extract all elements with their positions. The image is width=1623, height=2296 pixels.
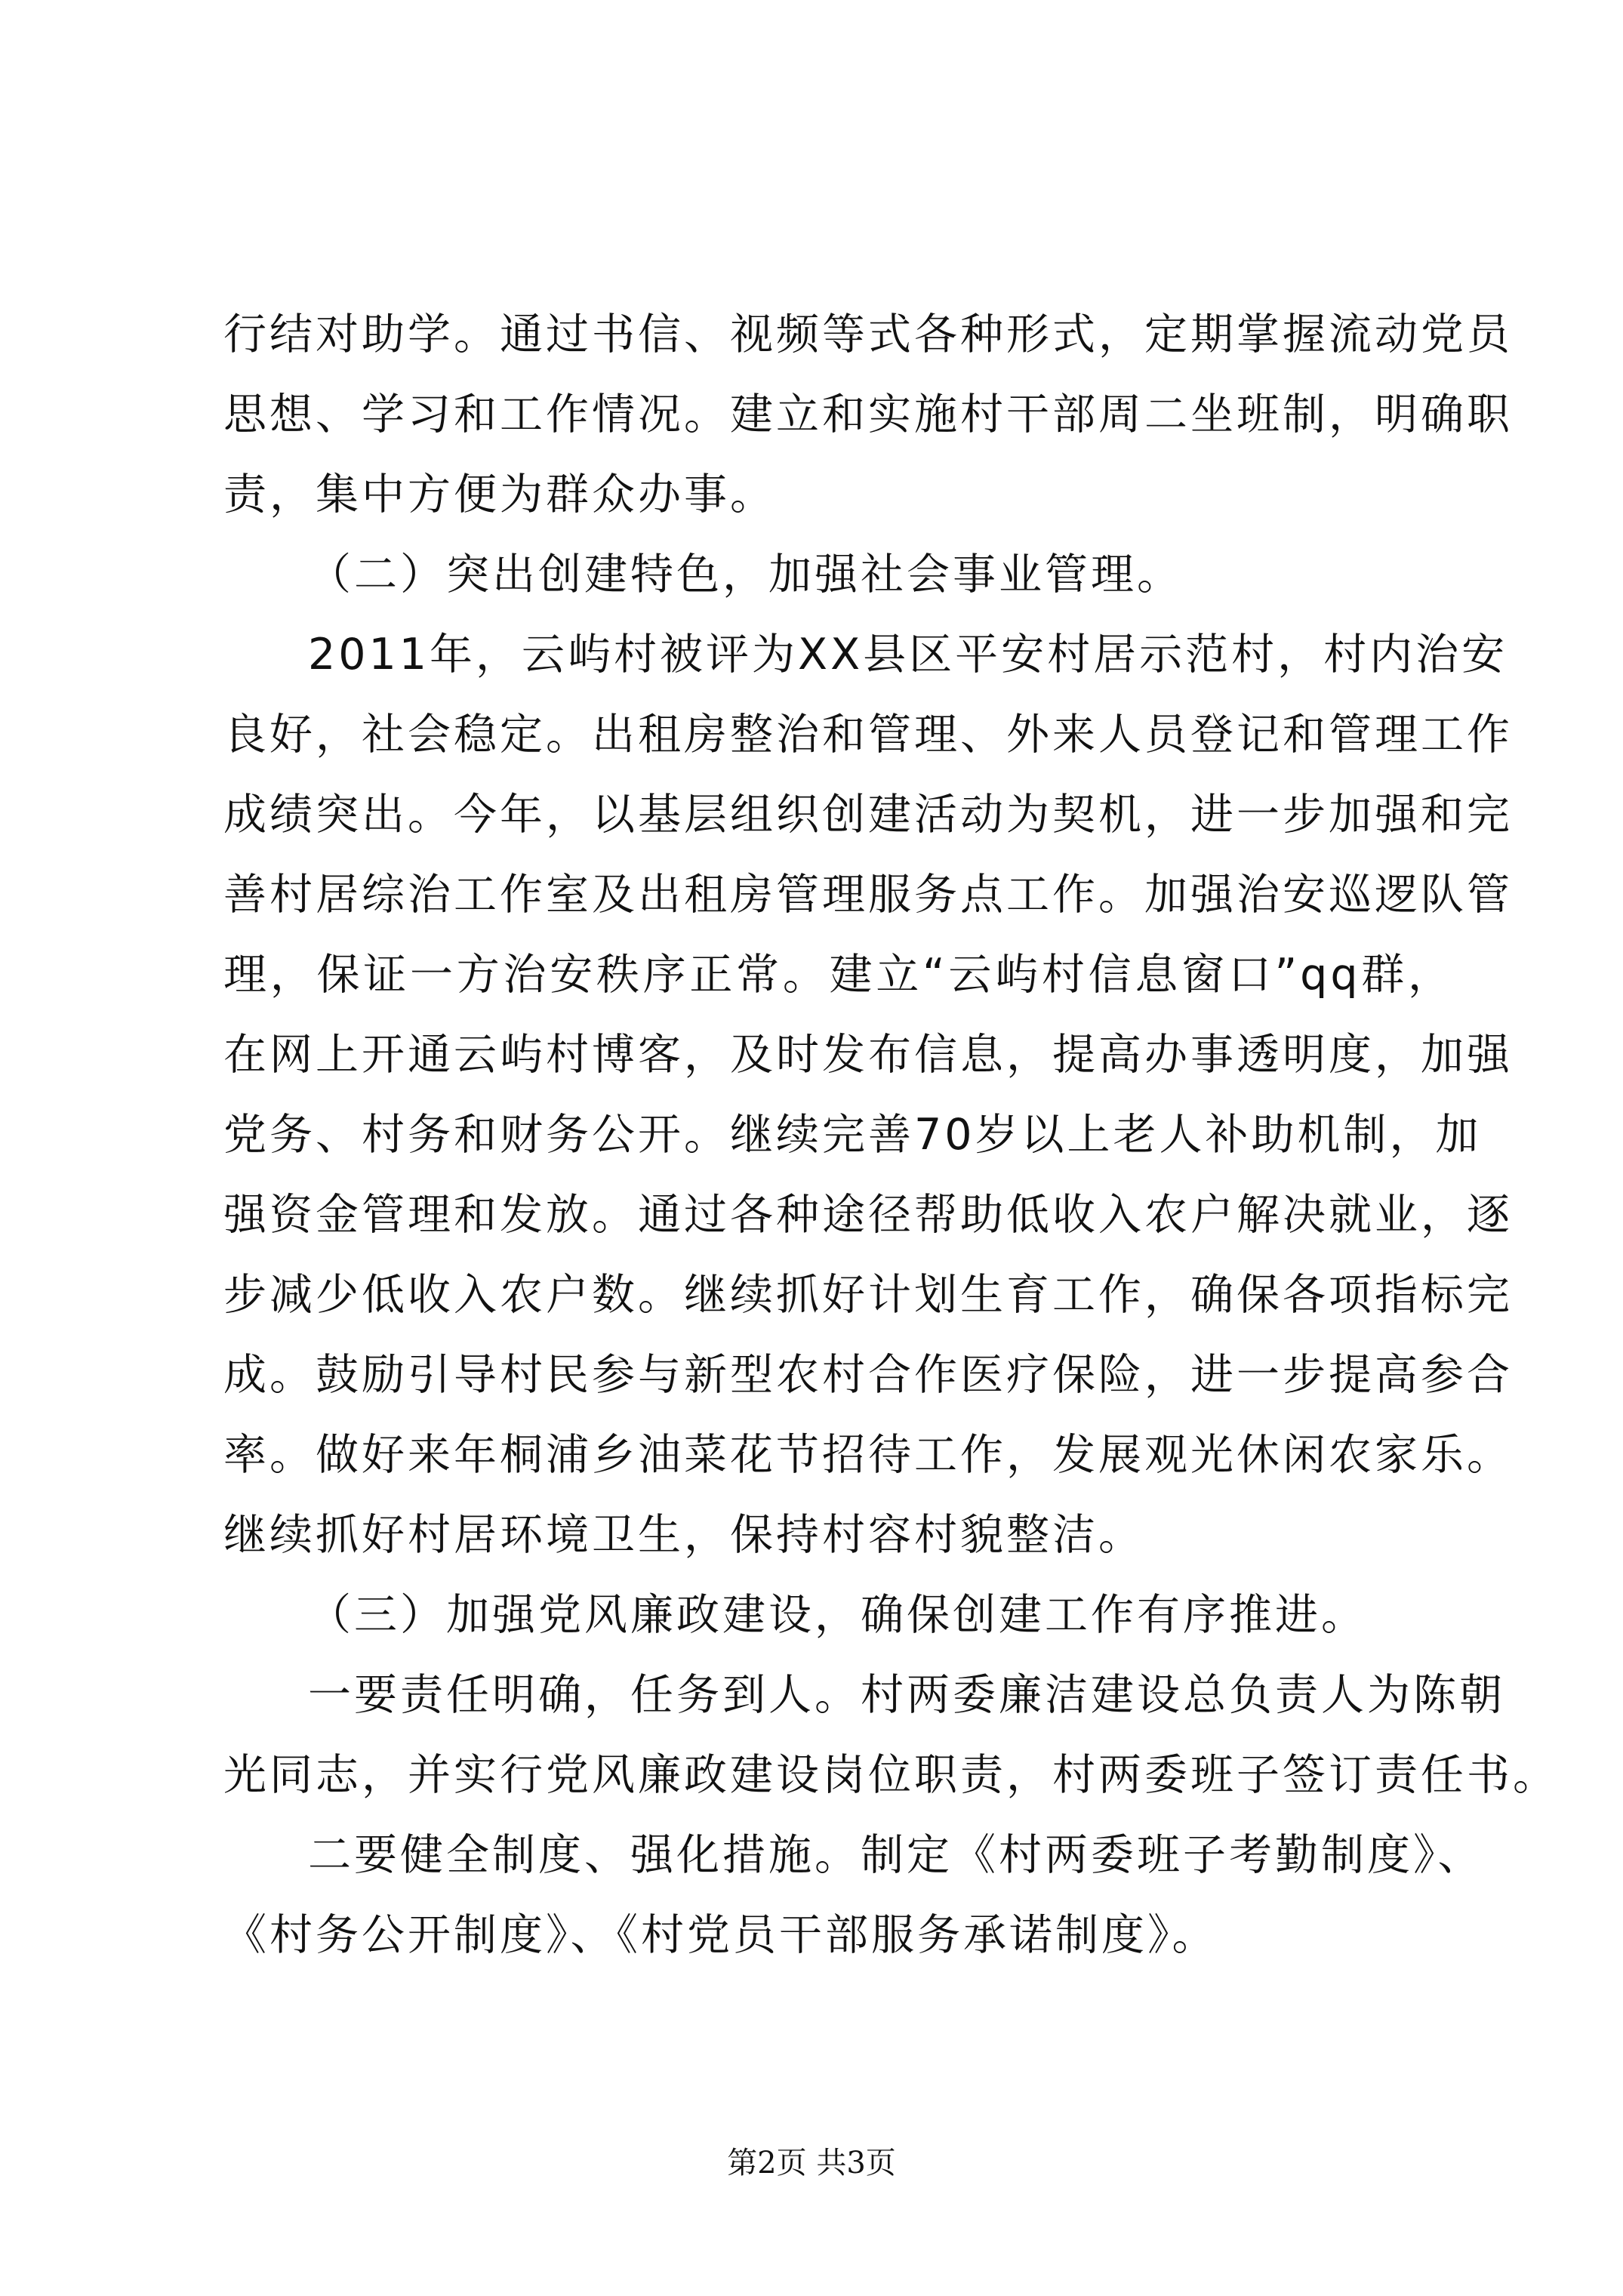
- text-line: 继续抓好村居环境卫生，保持村容村貌整洁。: [223, 1510, 1144, 1560]
- text-line: 一要责任明确，任务到人。村两委廉洁建设总负责人为陈朝: [308, 1670, 1505, 1720]
- section-heading: （二）突出创建特色，加强社会事业管理。: [308, 550, 1183, 599]
- text-line: 责，集中方便为群众办事。: [223, 470, 776, 519]
- text-line: 率。做好来年桐浦乡油菜花节招待工作，发展观光休闲农家乐。: [223, 1430, 1513, 1480]
- text-line: 成绩突出。今年，以基层组织创建活动为契机，进一步加强和完: [223, 790, 1513, 840]
- text-line: 党务、村务和财务公开。继续完善70岁以上老人补助机制，加: [223, 1110, 1482, 1160]
- text-line: 思想、学习和工作情况。建立和实施村干部周二坐班制，明确职: [223, 390, 1513, 439]
- text-line: 2011年，云屿村被评为XX县区平安村居示范村，村内治安: [308, 630, 1508, 680]
- text-line: 步减少低收入农户数。继续抓好计划生育工作，确保各项指标完: [223, 1270, 1513, 1320]
- text-line: 二要健全制度、强化措施。制定《村两委班子考勤制度》、: [308, 1830, 1484, 1880]
- text-line: 在网上开通云屿村博客，及时发布信息，提高办事透明度，加强: [223, 1030, 1513, 1080]
- text-line: 良好，社会稳定。出租房整治和管理、外来人员登记和管理工作: [223, 710, 1513, 760]
- text-line: 行结对助学。通过书信、视频等式各种形式，定期掌握流动党员: [223, 310, 1513, 359]
- text-line: 强资金管理和发放。通过各种途径帮助低收入农户解决就业，逐: [223, 1190, 1513, 1240]
- text-line: 成。鼓励引导村民参与新型农村合作医疗保险，进一步提高参合: [223, 1350, 1513, 1400]
- section-heading: （三）加强党风廉政建设，确保创建工作有序推进。: [308, 1590, 1367, 1640]
- text-line: 《村务公开制度》、《村党员干部服务承诺制度》。: [223, 1910, 1218, 1960]
- page-footer: 第2页 共3页: [727, 2146, 896, 2180]
- text-line: 善村居综治工作室及出租房管理服务点工作。加强治安巡逻队管: [223, 870, 1513, 920]
- text-line: 理，保证一方治安秩序正常。建立“云屿村信息窗口”qq群，: [223, 950, 1454, 1000]
- text-line: 光同志，并实行党风廉政建设岗位职责，村两委班子签订责任书。: [223, 1750, 1559, 1800]
